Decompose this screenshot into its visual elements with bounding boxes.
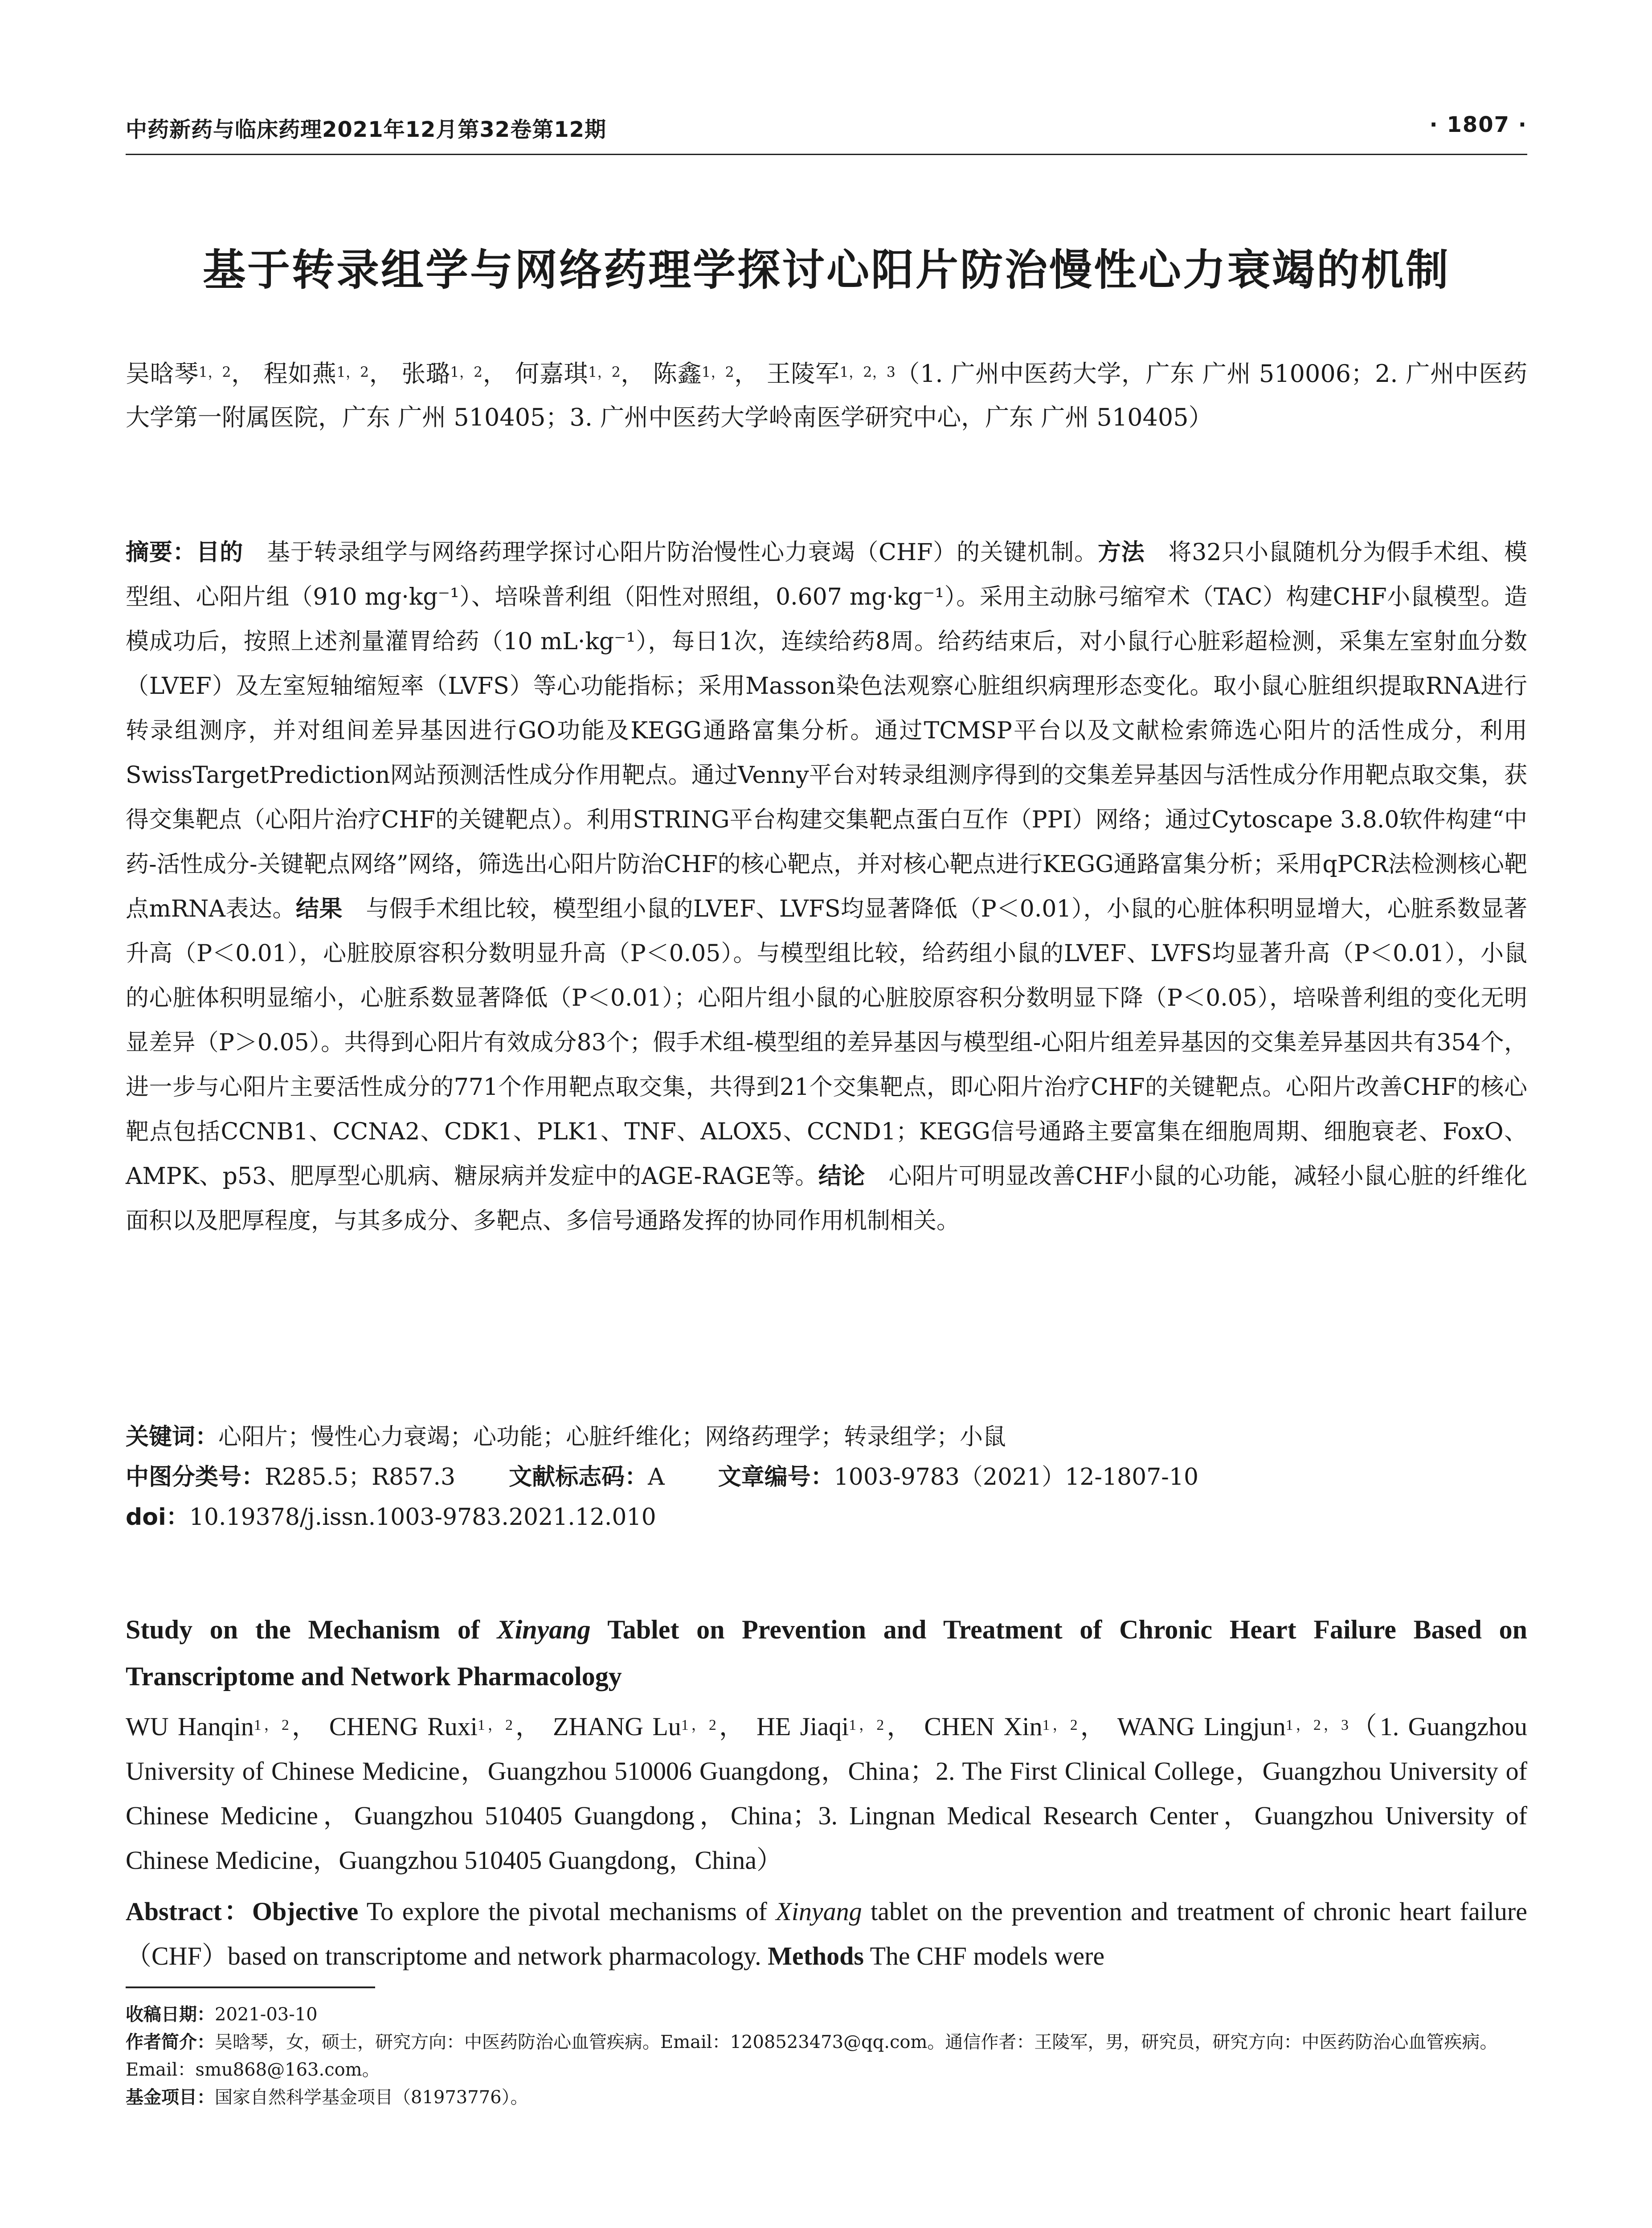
author-affiliations: （1. 广州中医药大学，广东 广州 510006；2. 广州中医药大学第一附属医院，广东 广州 510405；3. 广州中医药大学岭南医学研究中心，广东 广州 510405） bbox=[126, 360, 1528, 431]
author-affiliation-sup: 1，2 bbox=[702, 364, 734, 381]
author-affiliation-sup: 1，2 bbox=[849, 1716, 884, 1733]
author-name: 吴晗琴 bbox=[126, 360, 199, 388]
doc-code-value: A bbox=[648, 1464, 665, 1491]
fund-label: 基金项目： bbox=[126, 2087, 215, 2108]
abstract-label: 摘要： bbox=[126, 539, 196, 566]
author-affiliations-en: （1. Guangzhou University of Chinese Medicine，Guangzhou 510006 Guangdong，China；2. The First Clinical College，Guangzhou University of Chinese Medicine，Guangzhou 510405 Guangdong，China；3. Lingnan Medical Research Center，Guangzhou University of Chinese Medicine，Guangzhou 510405 Guangdong，China） bbox=[126, 1712, 1527, 1875]
article-number-value: 1003-9783（2021）12-1807-10 bbox=[834, 1464, 1199, 1491]
author-name-en: CHENG Ruxi bbox=[329, 1712, 478, 1741]
english-title-italic: Xinyang bbox=[497, 1615, 591, 1644]
author-affiliation-sup: 1，2，3 bbox=[839, 364, 896, 381]
page-number: · 1807 · bbox=[1429, 112, 1527, 137]
abstract-en-label: Abstract： bbox=[126, 1897, 252, 1926]
author-name: 王陵军 bbox=[766, 360, 840, 388]
results-label: 结果 bbox=[295, 896, 343, 922]
author-affiliation-sup: 1，2 bbox=[681, 1716, 716, 1733]
author-affiliation-sup: 1，2 bbox=[450, 364, 483, 381]
author-name: 陈鑫 bbox=[653, 360, 702, 388]
author-name-en: WU Hanqin bbox=[126, 1712, 254, 1741]
conclusion-text: 心阳片可明显改善CHF小鼠的心功能，减轻小鼠心脏的纤维化面积以及肥厚程度，与其多成分、多靶点、多信号通路发挥的协同作用机制相关。 bbox=[126, 1163, 1527, 1234]
author-affiliation-sup: 1，2 bbox=[588, 364, 621, 381]
doi-label: doi： bbox=[126, 1504, 189, 1531]
objective-en-text: To explore the pivotal mechanisms of bbox=[366, 1897, 776, 1926]
author-affiliation-sup: 1，2，3 bbox=[1285, 1716, 1349, 1733]
classification-line bbox=[126, 1457, 1527, 1497]
author-name-en: HE Jiaqi bbox=[756, 1712, 849, 1741]
footnotes bbox=[126, 2001, 1527, 2111]
clc-value: R285.5；R857.3 bbox=[265, 1464, 456, 1491]
abstract-en bbox=[126, 1889, 1527, 1978]
author-name: 何嘉琪 bbox=[515, 360, 589, 388]
doc-code-label: 文献标志码： bbox=[509, 1464, 648, 1491]
author-name-en: CHEN Xin bbox=[924, 1712, 1043, 1741]
author-name-en: ZHANG Lu bbox=[553, 1712, 681, 1741]
author-affiliation-sup: 1，2 bbox=[198, 364, 231, 381]
footnote-fund bbox=[126, 2084, 1527, 2111]
article-number-label: 文章编号： bbox=[718, 1464, 834, 1491]
received-date: 2021-03-10 bbox=[215, 2004, 318, 2025]
author-block-en: WU Hanqin$^{1,2}$， CHENG Ruxi$^{1,2}$， ZHANG $Lu^{1,2}$， HE Jiaqi$^{1,2}$， CHEN Xin$^{1,2}$， WANG Lingjun$^{1,2,3}$（1. Guangzhou University of Chinese Medicine，Guangzhou 510006 Guangdong，China；2. The First Clinical College，Guangzhou University of Chinese Medicine，Guangzhou 510405 Guangdong，China；3. Lingnan Medical Research Center，Guangzhou University of Chinese Medicine，Guangzhou 510405 Guangdong，China） bbox=[126, 1712, 1527, 1875]
methods-en-label: Methods bbox=[768, 1941, 864, 1970]
author-name: 张璐 bbox=[401, 360, 450, 388]
results-text: 与假手术组比较，模型组小鼠的LVEF、LVFS均显著降低（P＜0.01），小鼠的心脏体积明显增大，心脏系数显著升高（P＜0.01），心脏胶原容积分数明显升高（P＜0.05）。与模型组比较，给药组小鼠的LVEF、LVFS均显著升高（P＜0.01），小鼠的心脏体积明显缩小，心脏系数显著降低（P＜0.01）；心阳片组小鼠的心脏胶原容积分数明显下降（P＜0.05），培哚普利组的变化无明显差异（P＞0.05）。共得到心阳片有效成分83个；假手术组-模型组的差异基因与模型组-心阳片组差异基因的交集差异基因共有354个，进一步与心阳片主要活性成分的771个作用靶点取交集，共得到21个交集靶点，即心阳片治疗CHF的关键靶点。心阳片改善CHF的核心靶点包括CCNB1、CCNA2、CDK1、PLK1、TNF、ALOX5、CCND1；KEGG信号通路主要富集在细胞周期、细胞衰老、FoxO、AMPK、p53、肥厚型心肌病、糖尿病并发症中的AGE-RAGE等。 bbox=[126, 896, 1527, 1190]
keywords-text: 心阳片；慢性心力衰竭；心功能；心脏纤维化；网络药理学；转录组学；小鼠 bbox=[218, 1424, 1006, 1450]
footnote-divider bbox=[126, 1986, 375, 1988]
author-info-text: 吴晗琴，女，硕士，研究方向：中医药防治心血管疾病。Email：1208523473@qq.com。通信作者：王陵军，男，研究员，研究方向：中医药防治心血管疾病。Email：smu868@163.com。 bbox=[126, 2032, 1498, 2080]
author-affiliation-sup: 1，2 bbox=[477, 1716, 513, 1733]
doi-line bbox=[126, 1497, 1527, 1537]
footnote-received bbox=[126, 2001, 1527, 2028]
keywords-line bbox=[126, 1417, 1527, 1457]
author-block-cn: 吴晗琴$^{1,2}$， 程如燕$^{1,2}$， 张璐$^{1,2}$， 何嘉琪$^{1,2}$， 陈鑫$^{1,2}$， 王陵军$^{1,2,3}$（1. 广州中医药大学，广东 广州 510006；2. 广州中医药大学第一附属医院，广东 广州 510405；3. 广州中医药大学岭南医学研究中心，广东 广州 510405） bbox=[126, 360, 1528, 431]
running-header bbox=[126, 103, 1527, 143]
objective-label: 目的 bbox=[196, 539, 244, 566]
english-title bbox=[126, 1606, 1527, 1700]
objective-text: 基于转录组学与网络药理学探讨心阳片防治慢性心力衰竭（CHF）的关键机制。 bbox=[266, 539, 1098, 566]
author-affiliation-sup: 1，2 bbox=[336, 364, 369, 381]
article-title: 基于转录组学与网络药理学探讨心阳片防治慢性心力衰竭的机制 bbox=[203, 245, 1450, 295]
author-info-label: 作者简介： bbox=[126, 2032, 215, 2052]
author-affiliation-sup: 1，2 bbox=[1042, 1716, 1078, 1733]
footnote-author bbox=[126, 2028, 1527, 2084]
header-divider bbox=[126, 154, 1527, 155]
methods-label: 方法 bbox=[1097, 539, 1145, 566]
methods-text: 将32只小鼠随机分为假手术组、模型组、心阳片组（910 mg·kg⁻¹）、培哚普利组（阳性对照组，0.607 mg·kg⁻¹）。采用主动脉弓缩窄术（TAC）构建CHF小鼠模型。造模成功后，按照上述剂量灌胃给药（10 mL·kg⁻¹），每日1次，连续给药8周。给药结束后，对小鼠行心脏彩超检测，采集左室射血分数（LVEF）及左室短轴缩短率（LVFS）等心功能指标；采用Masson染色法观察心脏组织病理形态变化。取小鼠心脏组织提取RNA进行转录组测序，并对组间差异基因进行GO功能及KEGG通路富集分析。通过TCMSP平台以及文献检索筛选心阳片的活性成分，利用SwissTargetPrediction网站预测活性成分作用靶点。通过Venny平台对转录组测序得到的交集差异基因与活性成分作用靶点取交集，获得交集靶点（心阳片治疗CHF的关键靶点）。利用STRING平台构建交集靶点蛋白互作（PPI）网络；通过Cytoscape 3.8.0软件构建“中药-活性成分-关键靶点网络”网络，筛选出心阳片防治CHF的核心靶点，并对核心靶点进行KEGG通路富集分析；采用qPCR法检测核心靶点mRNA表达。 bbox=[126, 539, 1527, 922]
objective-en-italic: Xinyang bbox=[776, 1897, 862, 1926]
abstract-cn bbox=[126, 530, 1527, 1243]
fund-text: 国家自然科学基金项目（81973776）。 bbox=[215, 2087, 528, 2108]
objective-en-label: Objective bbox=[252, 1897, 359, 1926]
doi-value[interactable]: 10.19378/j.issn.1003-9783.2021.12.010 bbox=[189, 1504, 656, 1531]
author-name: 程如燕 bbox=[263, 360, 337, 388]
english-title-part: Study on the Mechanism of bbox=[126, 1615, 497, 1644]
author-affiliation-sup: 1，2 bbox=[254, 1716, 289, 1733]
conclusion-label: 结论 bbox=[818, 1163, 865, 1190]
clc-label: 中图分类号： bbox=[126, 1464, 265, 1491]
english-title-part: Tablet on Prevention and Treatment of Chronic Heart Failure Based on Transcriptome and Network Pharmacology bbox=[126, 1615, 1527, 1691]
author-name-en: WANG Lingjun bbox=[1117, 1712, 1286, 1741]
journal-name: 中药新药与临床药理2021年12月第32卷第12期 bbox=[126, 117, 606, 142]
keywords-label: 关键词： bbox=[126, 1424, 219, 1450]
received-label: 收稿日期： bbox=[126, 2004, 215, 2025]
methods-en-text: The CHF models were bbox=[870, 1941, 1105, 1970]
objective-en-text: tablet on the prevention and treatment of chronic heart failure（CHF）based on transcriptome and network pharmacology. bbox=[126, 1897, 1527, 1970]
